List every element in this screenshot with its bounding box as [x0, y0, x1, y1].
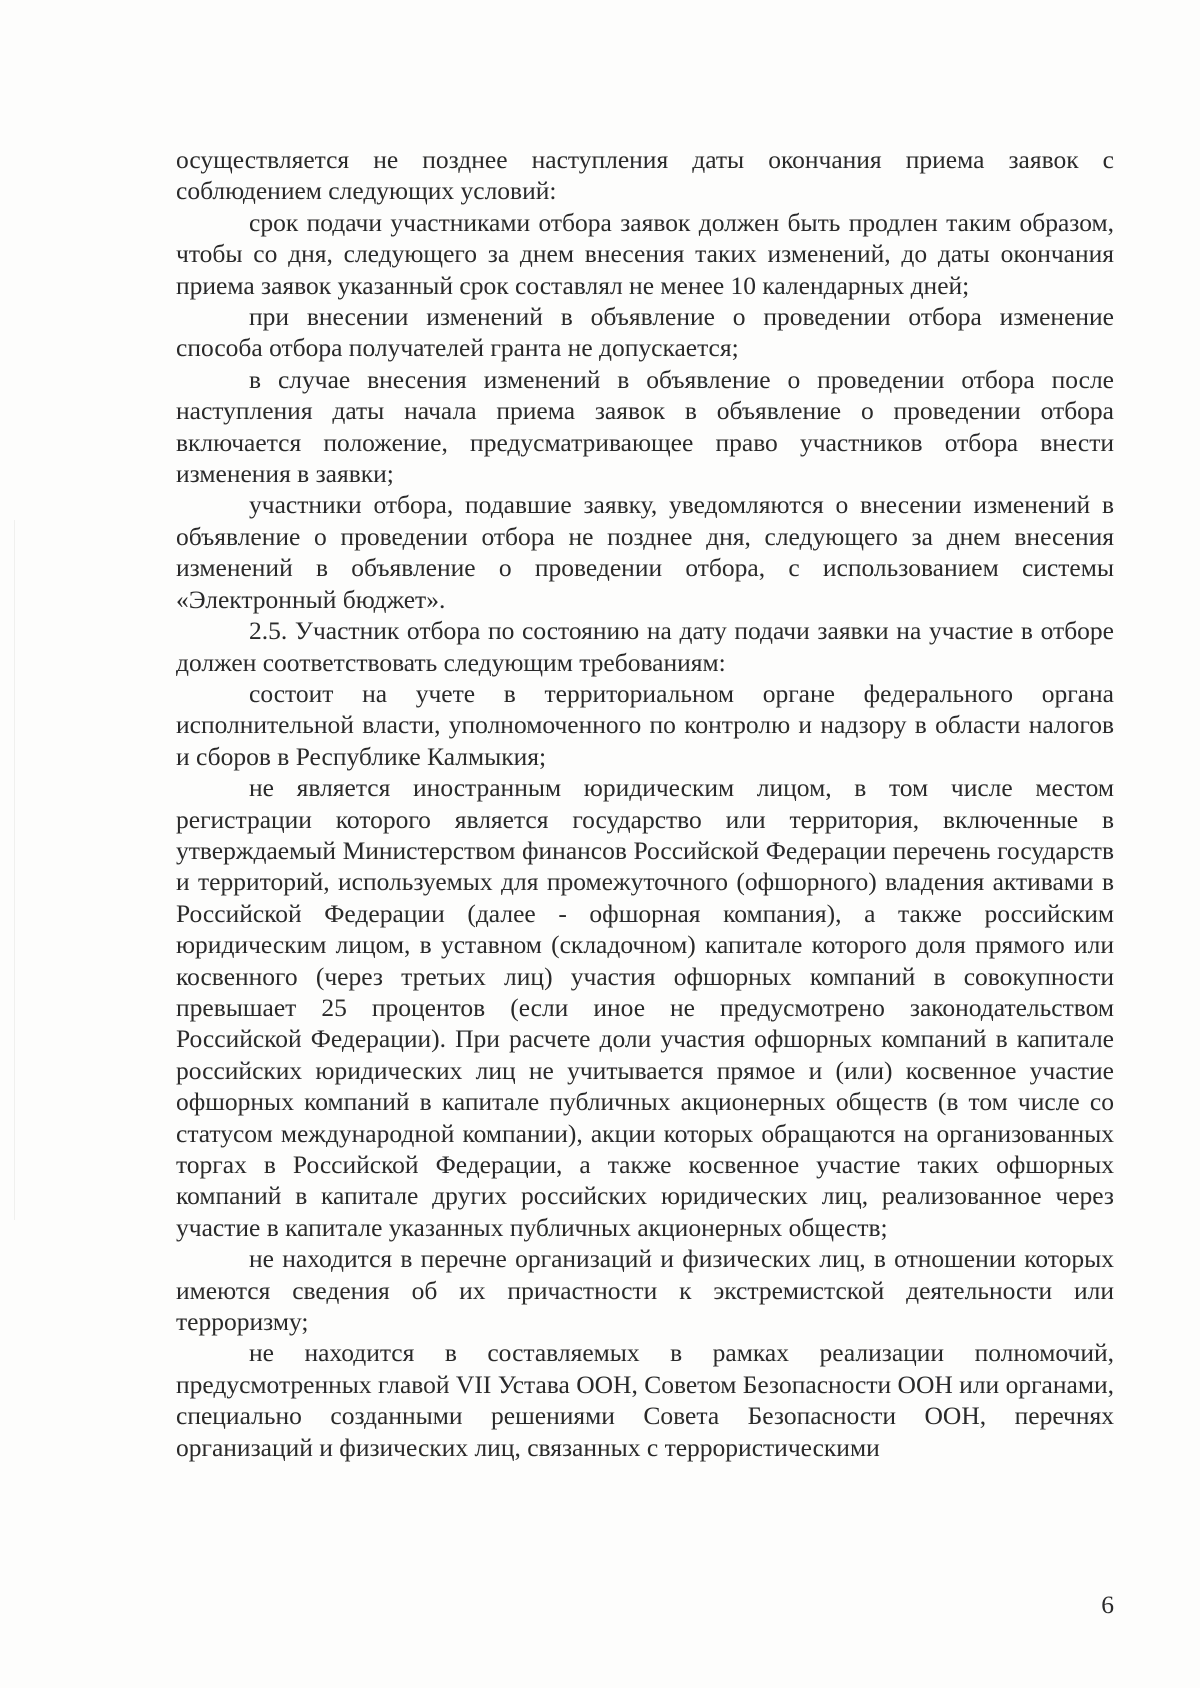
paragraph-9: не находится в перечне организаций и физических лиц, в отношении которых имеются сведения об их причастности к экстремистской деятельности или терроризму;	[176, 1244, 1114, 1337]
body-text	[176, 144, 1114, 1463]
paragraph-2: срок подачи участниками отбора заявок должен быть продлен таким образом, чтобы со дня, следующего за днем внесения таких изменений, до даты окончания приема заявок указанный срок составлял не менее 10 календарных дней;	[176, 207, 1114, 300]
page-number: 6	[1101, 1590, 1114, 1619]
paragraph-1: осуществляется не позднее наступления даты окончания приема заявок с соблюдением следующих условий:	[176, 145, 1114, 206]
scan-edge-mark	[14, 520, 15, 1220]
paragraph-3: при внесении изменений в объявление о проведении отбора изменение способа отбора получателей гранта не допускается;	[176, 302, 1114, 363]
paragraph-7: состоит на учете в территориальном органе федерального органа исполнительной власти, уполномоченного по контролю и надзору в области налогов и сборов в Республике Калмыкия;	[176, 678, 1114, 771]
paragraph-6: 2.5. Участник отбора по состоянию на дату подачи заявки на участие в отборе должен соответствовать следующим требованиям:	[176, 616, 1114, 677]
paragraph-5: участники отбора, подавшие заявку, уведомляются о внесении изменений в объявление о проведении отбора не позднее дня, следующего за днем внесения изменений в объявление о проведении отбора, с использованием системы «Электронный бюджет».	[176, 490, 1114, 614]
paragraph-10: не находится в составляемых в рамках реализации полномочий, предусмотренных главой VII Устава ООН, Советом Безопасности ООН или органами, специально созданными решениями Совета Безопасности ООН, перечнях организаций и физических лиц, связанных с террористическими	[176, 1338, 1114, 1462]
paragraph-8: не является иностранным юридическим лицом, в том числе местом регистрации которого является государство или территория, включенные в утверждаемый Министерством финансов Российской Федерации перечень государств и территорий, используемых для промежуточного (офшорного) владения активами в Российской Федерации (далее - офшорная компания), а также российским юридическим лицом, в уставном (складочном) капитале которого доля прямого или косвенного (через третьих лиц) участия офшорных компаний в совокупности превышает 25 процентов (если иное не предусмотрено законодательством Российской Федерации). При расчете доли участия офшорных компаний в капитале российских юридических лиц не учитывается прямое и (или) косвенное участие офшорных компаний в капитале публичных акционерных обществ (в том числе со статусом международной компании), акции которых обращаются на организованных торгах в Российской Федерации, а также косвенное участие таких офшорных компаний в капитале других российских юридических лиц, реализованное через участие в капитале указанных публичных акционерных обществ;	[176, 773, 1114, 1242]
paragraph-4: в случае внесения изменений в объявление о проведении отбора после наступления даты начала приема заявок в объявление о проведении отбора включается положение, предусматривающее право участников отбора внести изменения в заявки;	[176, 364, 1114, 489]
